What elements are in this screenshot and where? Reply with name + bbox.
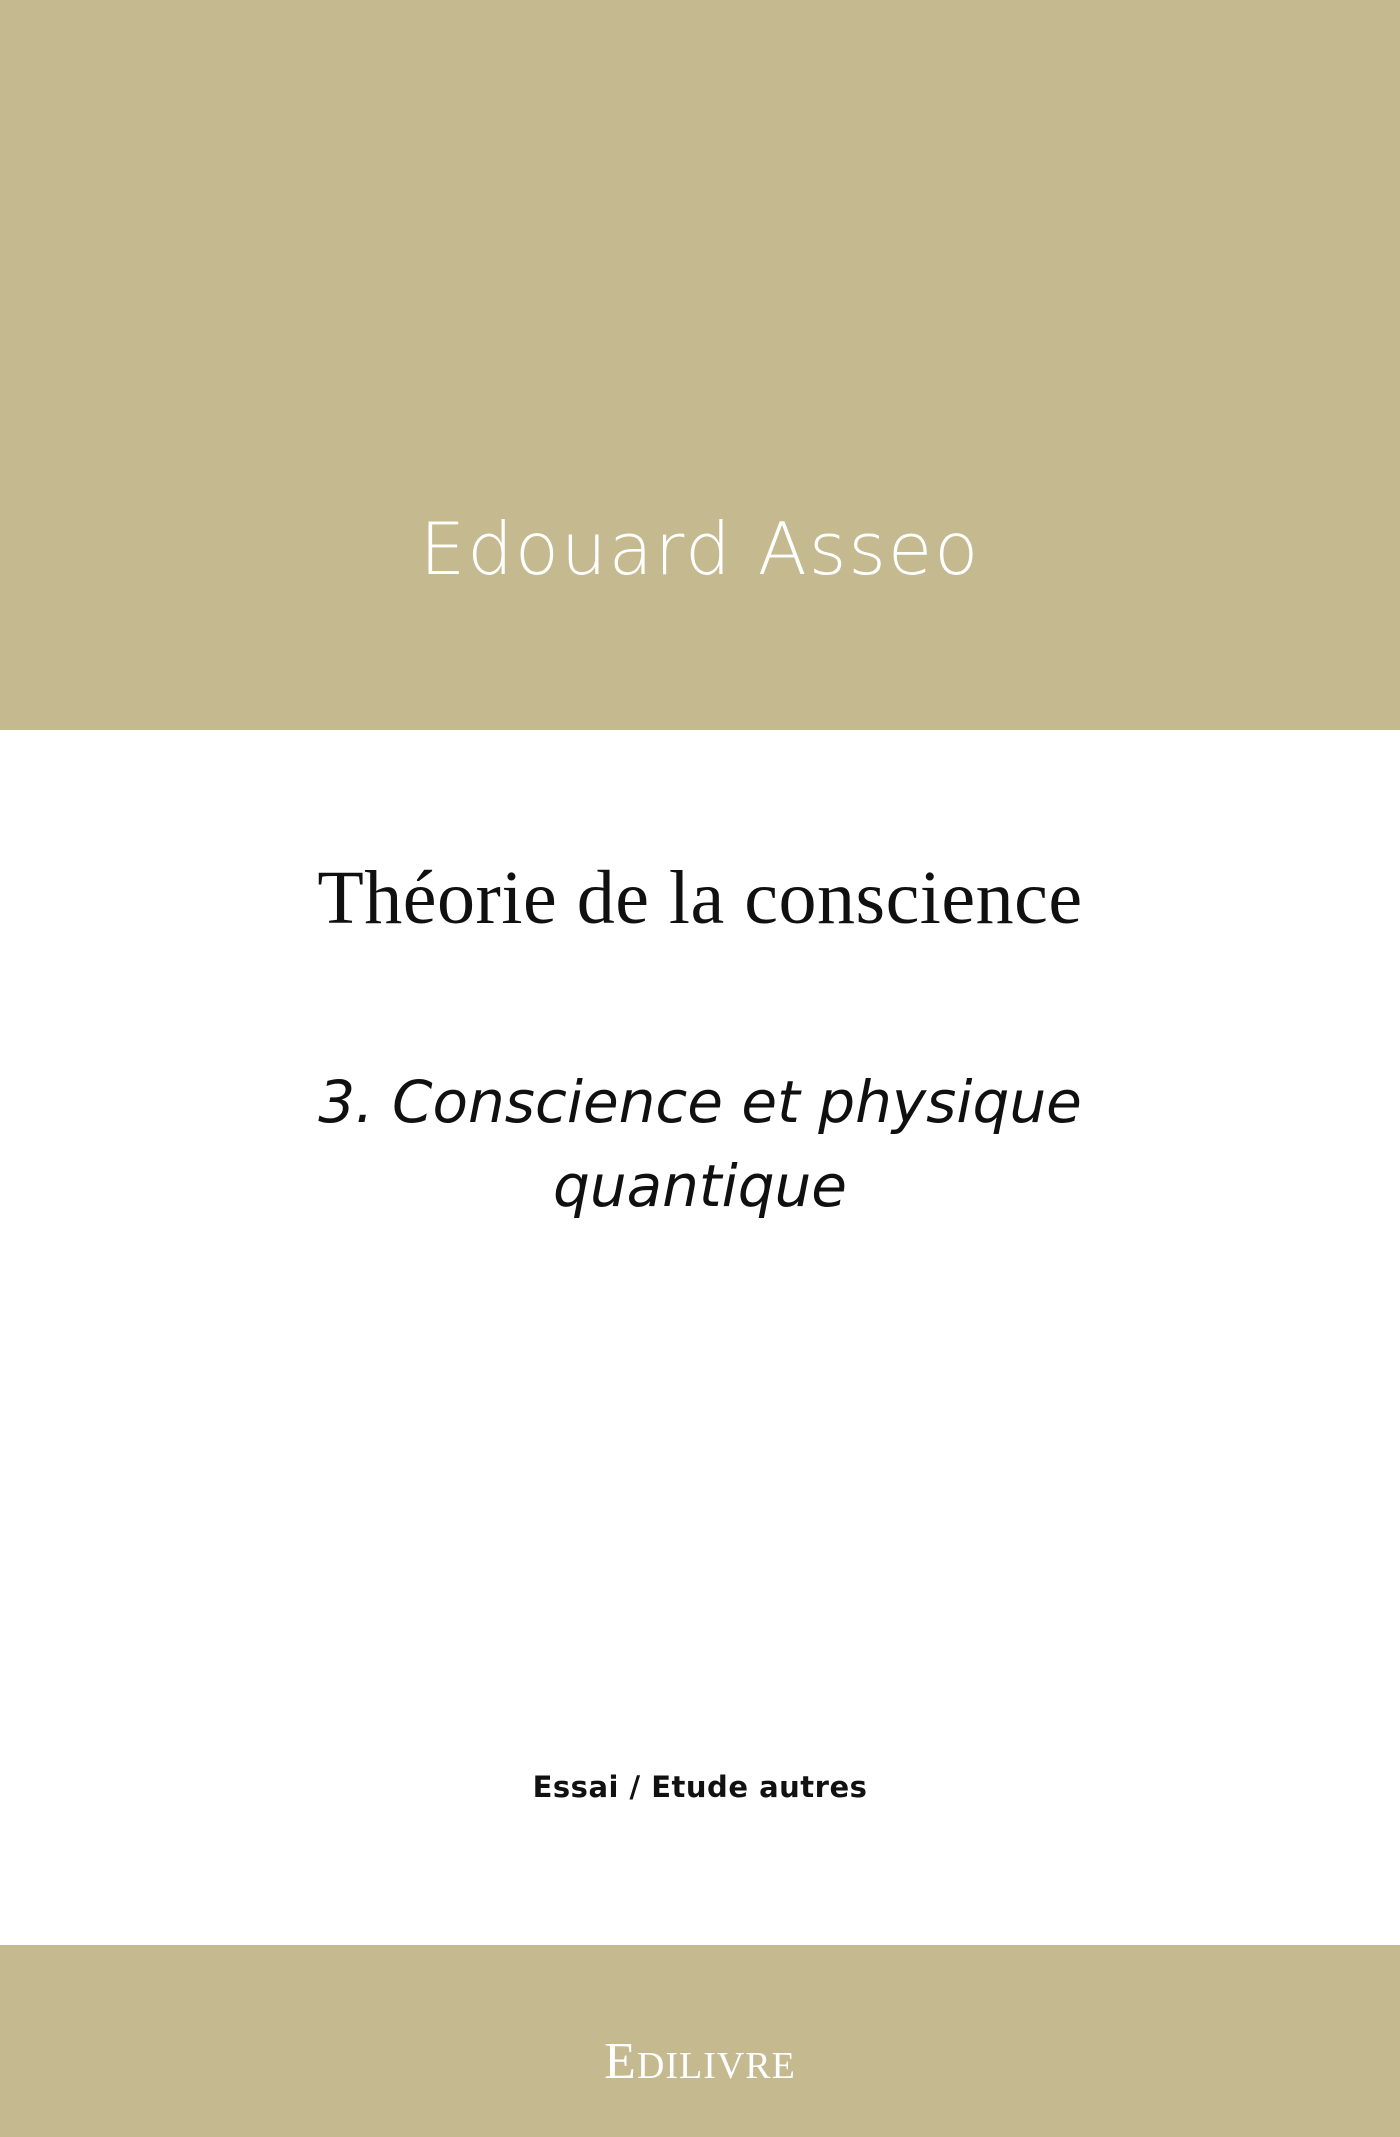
author-name: Edouard Asseo [419, 507, 981, 591]
top-color-band [0, 0, 1400, 730]
publisher-name-smallcaps: DILIVRE [636, 2045, 796, 2087]
publisher-logo [0, 2032, 1400, 2091]
publisher-initial: E [604, 2033, 637, 2090]
genre-label: Essai / Etude autres [532, 1770, 868, 1804]
book-title: Théorie de la conscience [317, 856, 1083, 940]
book-subtitle: 3. Conscience et physique quantique [318, 1068, 1082, 1221]
